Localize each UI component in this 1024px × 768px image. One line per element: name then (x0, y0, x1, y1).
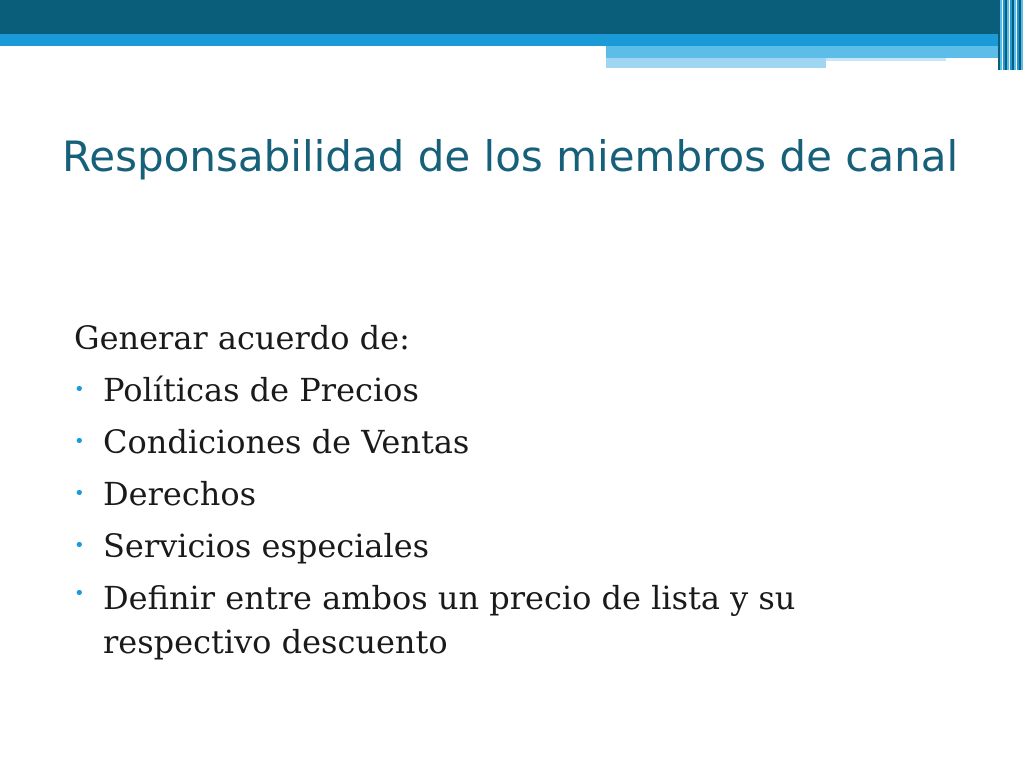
bullet-icon: • (74, 535, 85, 556)
bullet-icon: • (74, 431, 85, 452)
header-stripes-decoration (998, 0, 1024, 70)
bullet-text: Condiciones de Ventas (103, 423, 470, 461)
header-banner-mid (0, 34, 1000, 46)
bullet-item (74, 468, 954, 520)
header-banner-lighter (606, 58, 826, 68)
intro-text: Generar acuerdo de: (74, 319, 410, 357)
bullet-item (74, 572, 954, 664)
bullet-icon: • (74, 379, 85, 400)
bullet-text: Definir entre ambos un precio de lista y su respectivo descuento (103, 579, 796, 661)
slide-body (74, 312, 954, 664)
header-banner-dark (0, 0, 1024, 34)
bullet-icon: • (74, 583, 85, 604)
bullet-list (74, 364, 954, 664)
bullet-text: Servicios especiales (103, 527, 430, 565)
slide-title: Responsabilidad de los miembros de canal (62, 132, 959, 181)
bullet-icon: • (74, 483, 85, 504)
bullet-text: Políticas de Precios (103, 371, 419, 409)
bullet-text: Derechos (103, 475, 257, 513)
header-banner-light (606, 46, 1000, 58)
bullet-item (74, 520, 954, 572)
bullet-item (74, 416, 954, 468)
bullet-item (74, 364, 954, 416)
header-banner-thin-line (826, 58, 946, 61)
